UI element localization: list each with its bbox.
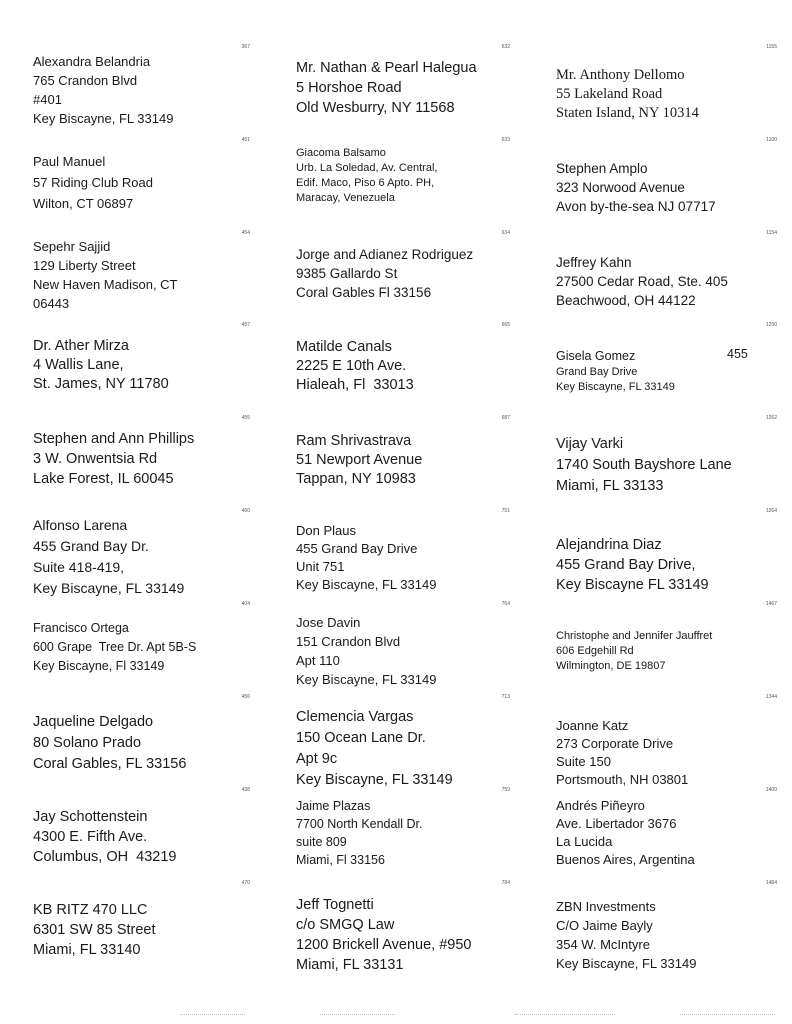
address-line: Staten Island, NY 10314 (556, 105, 699, 121)
address-line: Old Wesburry, NY 11568 (296, 100, 455, 116)
address-label (33, 619, 196, 676)
addressee-name: Vijay Varki (556, 436, 624, 452)
addressee-name: Don Plaus (296, 523, 356, 538)
addressee-name: Matilde Canals (296, 339, 392, 355)
address-label (556, 535, 709, 595)
address-label (33, 151, 153, 214)
addressee-name: Jorge and Adianez Rodriguez (296, 247, 474, 262)
address-label (556, 897, 696, 973)
label-number: 367 (241, 44, 250, 50)
label-number: 454 (241, 230, 250, 236)
footer-mark (680, 1014, 775, 1016)
address-label (296, 613, 436, 689)
address-line: Miami, FL 33131 (296, 957, 404, 973)
address-label (296, 338, 414, 395)
address-line: 3 W. Onwentsia Rd (33, 451, 158, 467)
address-line: La Lucida (556, 834, 613, 849)
label-number: 764 (501, 601, 510, 607)
label-number: 713 (501, 694, 510, 700)
address-line: Coral Gables, FL 33156 (33, 756, 187, 772)
address-line: 9385 Gallardo St (296, 266, 398, 281)
address-line: Wilmington, DE 19807 (556, 660, 666, 672)
address-line: c/o SMGQ Law (296, 917, 395, 933)
unit-number: 455 (727, 347, 748, 361)
address-line: Key Biscayne, FL 33149 (33, 111, 174, 126)
label-number: 633 (501, 137, 510, 143)
address-line: 273 Corporate Drive (556, 736, 674, 751)
address-line: Edif. Maco, Piso 6 Apto. PH, (296, 177, 435, 189)
label-number: 1264 (765, 508, 777, 514)
address-line: 1740 South Bayshore Lane (556, 457, 732, 473)
address-line: 354 W. McIntyre (556, 937, 650, 952)
addressee-name: Stephen Amplo (556, 161, 648, 176)
address-line: 323 Norwood Avenue (556, 180, 685, 195)
label-number: 1100 (766, 137, 777, 143)
label-number: 634 (501, 230, 510, 236)
address-label (33, 900, 156, 960)
address-line: Key Biscayne, Fl 33149 (33, 659, 165, 673)
address-line: 600 Grape Tree Dr. Apt 5B-S (33, 640, 197, 654)
addressee-name: Alfonso Larena (33, 517, 128, 533)
address-label (556, 434, 732, 497)
address-line: 765 Crandon Blvd (33, 73, 138, 88)
addressee-name: Paul Manuel (33, 154, 106, 169)
addressee-name: Jay Schottenstein (33, 809, 148, 825)
label-number: 470 (241, 880, 250, 886)
address-line: #401 (33, 92, 62, 107)
address-line: Avon by-the-sea NJ 07717 (556, 199, 716, 214)
address-line: Key Biscayne, FL 33149 (296, 577, 437, 592)
address-label (296, 432, 422, 489)
address-label (33, 337, 169, 394)
label-number: 632 (501, 44, 510, 50)
address-line: Wilton, CT 06897 (33, 196, 134, 211)
address-label (556, 629, 712, 674)
address-line: Hialeah, Fl 33013 (296, 377, 414, 393)
address-line: Miami, Fl 33156 (296, 853, 385, 867)
addressee-name: Dr. Ather Mirza (33, 338, 129, 354)
addressee-name: Jeffrey Kahn (556, 255, 632, 270)
address-line: Suite 418-419, (33, 559, 125, 575)
address-label (556, 717, 688, 789)
address-label (296, 245, 473, 302)
address-line: Maracay, Venezuela (296, 192, 395, 204)
footer-mark (320, 1014, 395, 1016)
address-line: C/O Jaime Bayly (556, 918, 653, 933)
label-number: 456 (241, 694, 250, 700)
address-line: 27500 Cedar Road, Ste. 405 (556, 274, 728, 289)
address-line: Urb. La Soledad, Av. Central, (296, 162, 438, 174)
label-number: 759 (501, 787, 510, 793)
address-line: 4300 E. Fifth Ave. (33, 829, 148, 845)
addressee-name: Mr. Nathan & Pearl Halegua (296, 60, 477, 76)
address-line: 455 Grand Bay Drive, (556, 557, 696, 573)
address-line: Coral Gables Fl 33156 (296, 285, 432, 300)
address-line: Portsmouth, NH 03801 (556, 772, 689, 787)
address-line: 151 Crandon Blvd (296, 634, 401, 649)
address-label (33, 429, 194, 489)
address-line: St. James, NY 11780 (33, 376, 169, 392)
addressee-name: Gisela Gomez (556, 349, 636, 363)
address-label (296, 707, 453, 791)
address-line: New Haven Madison, CT (33, 277, 178, 292)
footer-mark (180, 1014, 245, 1016)
address-label (296, 58, 477, 118)
address-line: Suite 150 (556, 754, 611, 769)
addressee-name: Jose Davin (296, 615, 361, 630)
addressee-name: Christophe and Jennifer Jauffret (556, 630, 713, 642)
address-line: 55 Lakeland Road (556, 86, 663, 102)
address-label (556, 797, 695, 869)
addressee-name: Jeff Tognetti (296, 897, 374, 913)
address-line: Buenos Aires, Argentina (556, 852, 695, 867)
addressee-name: KB RITZ 470 LLC (33, 902, 148, 918)
address-line: suite 809 (296, 835, 347, 849)
address-line: Unit 751 (296, 559, 345, 574)
address-line: Key Biscayne, FL 33149 (296, 672, 437, 687)
label-number: 1155 (766, 44, 777, 50)
addressee-name: Jaime Plazas (296, 799, 371, 813)
label-number: 457 (241, 322, 250, 328)
address-line: Miami, FL 33140 (33, 942, 141, 958)
addressee-name: Ram Shrivastrava (296, 433, 412, 449)
address-label (296, 797, 422, 869)
addressee-name: Mr. Anthony Dellomo (556, 67, 685, 83)
address-line: 129 Liberty Street (33, 258, 136, 273)
addressee-name: Giacoma Balsamo (296, 147, 386, 159)
address-line: 57 Riding Club Road (33, 175, 153, 190)
address-line: Key Biscayne FL 33149 (556, 577, 709, 593)
address-line: 06443 (33, 296, 70, 311)
address-line: 455 Grand Bay Dr. (33, 538, 149, 554)
address-label (556, 159, 716, 216)
label-number: 784 (501, 880, 510, 886)
address-line: Key Biscayne, FL 33149 (296, 772, 453, 788)
footer-mark (515, 1014, 615, 1016)
address-line: Tappan, NY 10983 (296, 471, 416, 487)
addressee-name: Andrés Piñeyro (556, 798, 645, 813)
address-label (33, 712, 186, 775)
label-number: 438 (241, 787, 250, 793)
addressee-name: Alejandrina Diaz (556, 537, 662, 553)
address-line: 150 Ocean Lane Dr. (296, 730, 426, 746)
address-line: 80 Solano Prado (33, 735, 142, 751)
address-line: Ave. Libertador 3676 (556, 816, 677, 831)
label-number: 1467 (765, 601, 777, 607)
label-number: 451 (241, 137, 250, 143)
label-number: 1154 (766, 230, 777, 236)
label-number: 1400 (765, 787, 777, 793)
label-number: 687 (501, 415, 510, 421)
address-line: Apt 9c (296, 751, 338, 767)
label-number: 1262 (765, 415, 777, 421)
addressee-name: Clemencia Vargas (296, 709, 414, 725)
addressee-name: Joanne Katz (556, 718, 629, 733)
address-label (33, 237, 178, 313)
address-line: Lake Forest, IL 60045 (33, 471, 174, 487)
address-label (296, 522, 436, 594)
address-line: Beachwood, OH 44122 (556, 293, 696, 308)
label-number: 1344 (765, 694, 777, 700)
addressee-name: Alexandra Belandria (33, 54, 151, 69)
label-number: 455 (241, 415, 250, 421)
address-line: Key Biscayne, FL 33149 (33, 580, 185, 596)
address-line: 2225 E 10th Ave. (296, 358, 407, 374)
address-line: 4 Wallis Lane, (33, 357, 124, 373)
address-label (33, 515, 184, 599)
label-number: 1250 (765, 322, 777, 328)
addressee-name: Jaqueline Delgado (33, 714, 154, 730)
address-label (33, 52, 173, 128)
label-number: 404 (241, 601, 250, 607)
address-line: Columbus, OH 43219 (33, 849, 177, 865)
address-line: 7700 North Kendall Dr. (296, 817, 423, 831)
addressee-name: Francisco Ortega (33, 621, 129, 635)
address-line: 1200 Brickell Avenue, #950 (296, 937, 472, 953)
address-line: 6301 SW 85 Street (33, 922, 156, 938)
address-label (33, 807, 176, 867)
address-line: Grand Bay Drive (556, 366, 638, 378)
address-line: Key Biscayne, FL 33149 (556, 381, 675, 393)
address-line: 455 Grand Bay Drive (296, 541, 418, 556)
address-label (296, 146, 437, 206)
address-label (296, 895, 471, 975)
label-number: 460 (241, 508, 250, 514)
address-label (556, 253, 728, 310)
label-number: 751 (501, 508, 510, 514)
address-line: 5 Horshoe Road (296, 80, 402, 96)
addressee-name: Stephen and Ann Phillips (33, 431, 195, 447)
label-number: 1484 (765, 880, 777, 886)
addressee-name: Sepehr Sajjid (33, 239, 111, 254)
address-label (556, 347, 675, 395)
address-label (556, 66, 699, 123)
label-number: 665 (501, 322, 510, 328)
address-line: Key Biscayne, FL 33149 (556, 956, 697, 971)
address-line: 606 Edgehill Rd (556, 645, 634, 657)
address-line: Apt 110 (296, 653, 340, 668)
addressee-name: ZBN Investments (556, 899, 656, 914)
address-line: Miami, FL 33133 (556, 478, 664, 494)
address-line: 51 Newport Avenue (296, 452, 423, 468)
